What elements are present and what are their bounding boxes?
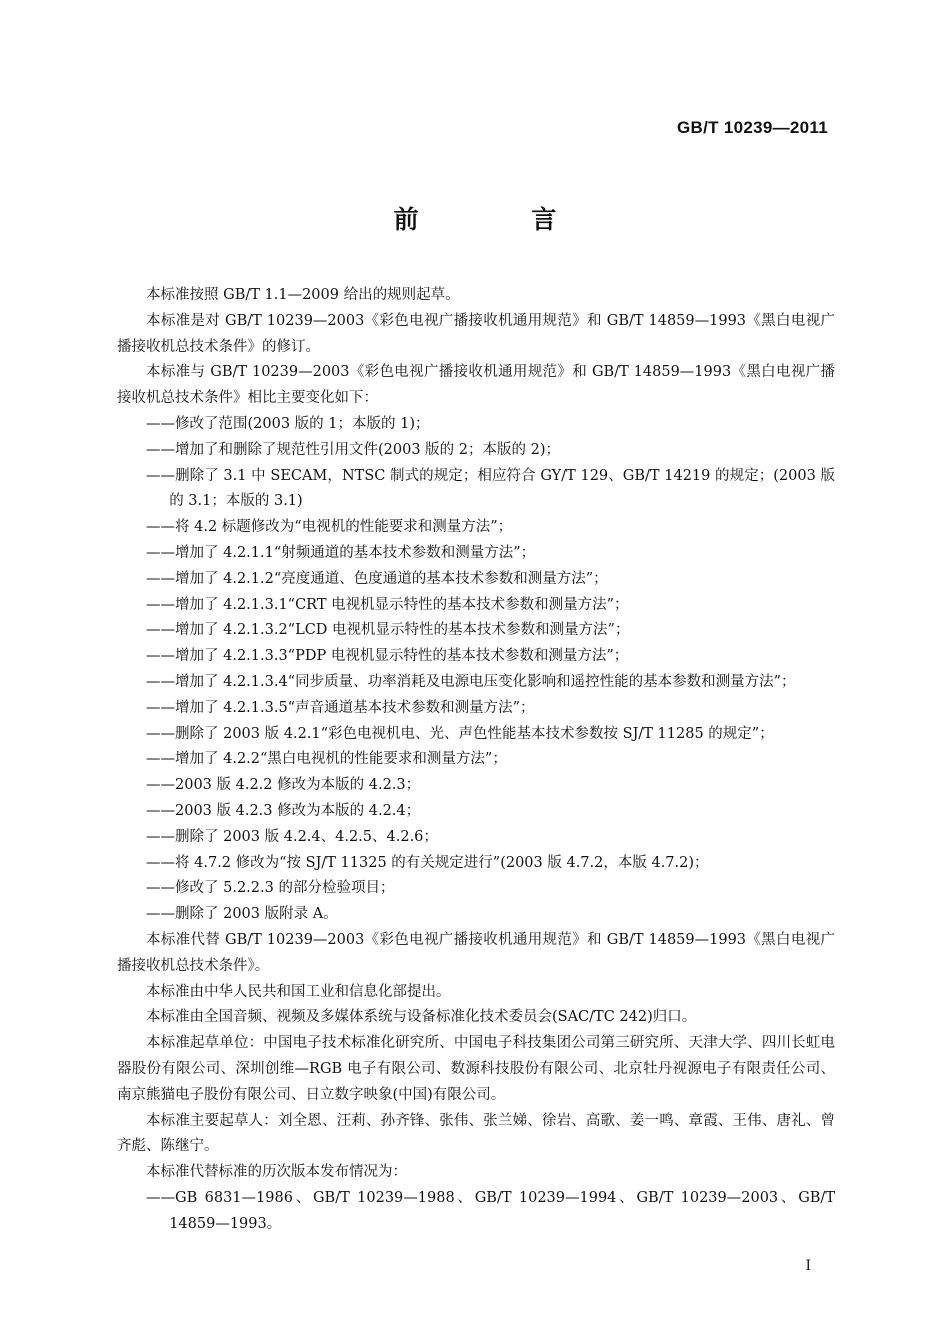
- change-item: ——修改了 5.2.2.3 的部分检验项目；: [146, 880, 395, 897]
- change-item: ——增加了 4.2.1.2“亮度通道、色度通道的基本技术参数和测量方法”；: [146, 570, 608, 587]
- paragraph: 本标准代替 GB/T 10239—2003《彩色电视广播接收机通用规范》和 GB/T 14859—1993《黑白电视广播接收机总技术条件》。: [117, 931, 835, 974]
- foreword-body: [117, 283, 835, 1237]
- page-number: I: [805, 1258, 811, 1274]
- change-item: ——将 4.2 标题修改为“电视机的性能要求和测量方法”；: [146, 519, 513, 536]
- paragraph: 本标准是对 GB/T 10239—2003《彩色电视广播接收机通用规范》和 GB/T 14859—1993《黑白电视广播接收机总技术条件》的修订。: [117, 312, 835, 355]
- change-item: ——修改了范围(2003 版的 1；本版的 1)；: [146, 415, 430, 432]
- page-title: 前 言: [393, 205, 609, 234]
- change-item: ——增加了 4.2.1.3.4“同步质量、功率消耗及电源电压变化影响和遥控性能的基本参数和测量方法”；: [146, 673, 796, 690]
- paragraph: 本标准主要起草人：刘全恩、汪莉、孙齐锋、张伟、张兰娣、徐岩、高歌、姜一鸣、章霞、王伟、唐礼、曾齐彪、陈继宁。: [117, 1112, 835, 1155]
- paragraph: 本标准由中华人民共和国工业和信息化部提出。: [146, 983, 451, 1000]
- change-item: ——增加了 4.2.1.3.3“PDP 电视机显示特性的基本技术参数和测量方法”；: [146, 648, 629, 665]
- change-item: ——增加了 4.2.1.3.2“LCD 电视机显示特性的基本技术参数和测量方法”；: [146, 622, 630, 639]
- history-item: ——GB 6831—1986、GB/T 10239—1988、GB/T 10239—1994、GB/T 10239—2003、GB/T 14859—1993。: [146, 1189, 835, 1232]
- change-item: ——删除了 2003 版 4.2.1“彩色电视机电、光、声色性能基本技术参数按 SJ/T 11285 的规定”；: [146, 725, 774, 742]
- change-item: ——2003 版 4.2.2 修改为本版的 4.2.3；: [146, 777, 421, 794]
- change-item: ——增加了和删除了规范性引用文件(2003 版的 2；本版的 2)；: [146, 441, 560, 458]
- change-item: ——增加了 4.2.1.3.1“CRT 电视机显示特性的基本技术参数和测量方法”；: [146, 596, 629, 613]
- change-item: ——删除了 2003 版 4.2.4、4.2.5、4.2.6；: [146, 828, 438, 845]
- change-item: ——删除了 2003 版附录 A。: [146, 906, 338, 923]
- change-item: ——将 4.7.2 修改为“按 SJ/T 11325 的有关规定进行”(2003 版 4.7.2，本版 4.7.2)；: [146, 854, 709, 871]
- change-item: ——增加了 4.2.1.3.5“声音通道基本技术参数和测量方法”；: [146, 699, 535, 716]
- change-item: ——2003 版 4.2.3 修改为本版的 4.2.4；: [146, 802, 421, 819]
- paragraph: 本标准按照 GB/T 1.1—2009 给出的规则起草。: [146, 287, 460, 303]
- standard-number: GB/T 10239—2011: [677, 118, 828, 137]
- paragraph: 本标准与 GB/T 10239—2003《彩色电视广播接收机通用规范》和 GB/T 14859—1993《黑白电视广播接收机总技术条件》相比主要变化如下：: [117, 364, 835, 407]
- change-item: ——增加了 4.2.1.1“射频通道的基本技术参数和测量方法”；: [146, 544, 536, 561]
- paragraph: 本标准由全国音频、视频及多媒体系统与设备标准化技术委员会(SAC/TC 242)归口。: [146, 1009, 697, 1026]
- change-item: ——删除了 3.1 中 SECAM，NTSC 制式的规定；相应符合 GY/T 129、GB/T 14219 的规定；(2003 版的 3.1；本版的 3.1): [146, 467, 835, 510]
- paragraph: 本标准代替标准的历次版本发布情况为：: [146, 1164, 407, 1181]
- change-item: ——增加了 4.2.2“黑白电视机的性能要求和测量方法”；: [146, 751, 507, 768]
- paragraph: 本标准起草单位：中国电子技术标准化研究所、中国电子科技集团公司第三研究所、天津大学、四川长虹电器股份有限公司、深圳创维—RGB 电子有限公司、数源科技股份有限公司、北京牡丹视源电子有限责任公司、南京熊猫电子股份有限公司、日立数字映象(中国)有限公司。: [117, 1035, 835, 1103]
